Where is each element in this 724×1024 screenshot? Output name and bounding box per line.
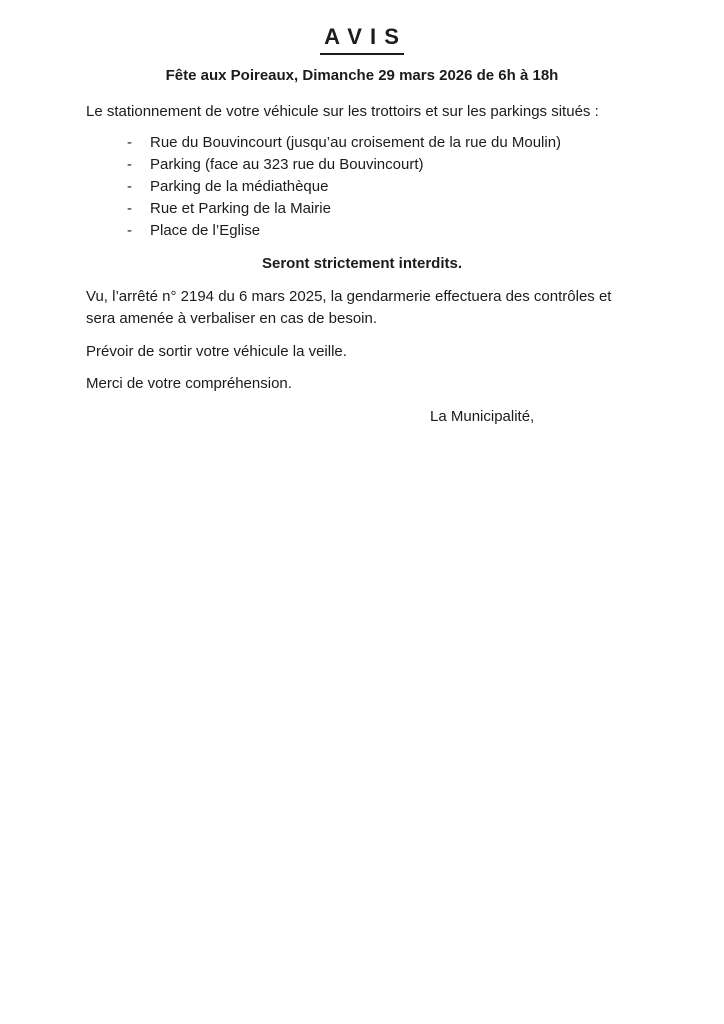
- title-container: [86, 24, 638, 55]
- dash-bullet: -: [127, 134, 132, 151]
- list-item-text: Place de l’Eglise: [150, 222, 261, 239]
- dash-bullet: -: [127, 222, 132, 239]
- interdiction-statement: Seront strictement interdits.: [261, 255, 463, 272]
- list-item-text: Parking de la médiathèque: [150, 178, 329, 195]
- advice-paragraph: Prévoir de sortir votre véhicule la veille.: [86, 343, 347, 360]
- event-subtitle: Fête aux Poireaux, Dimanche 29 mars 2026 de 6h à 18h: [165, 67, 559, 84]
- list-item: [86, 176, 638, 198]
- list-item: [86, 198, 638, 220]
- dash-bullet: -: [127, 200, 132, 217]
- dash-bullet: -: [127, 156, 132, 173]
- locations-list: [86, 132, 638, 242]
- list-item-text: Rue et Parking de la Mairie: [150, 200, 331, 217]
- signature-line: La Municipalité,: [430, 408, 535, 425]
- list-item-text: Parking (face au 323 rue du Bouvincourt): [150, 156, 424, 173]
- list-item: [86, 132, 638, 154]
- list-item: [86, 154, 638, 176]
- thanks-paragraph: Merci de votre compréhension.: [86, 375, 292, 392]
- decree-paragraph: Vu, l’arrêté n° 2194 du 6 mars 2025, la gendarmerie effectuera des contrôles et sera amenée à verbaliser en cas de besoin.: [86, 288, 612, 327]
- intro-paragraph: Le stationnement de votre véhicule sur les trottoirs et sur les parkings situés :: [86, 103, 599, 120]
- dash-bullet: -: [127, 178, 132, 195]
- list-item: [86, 220, 638, 242]
- page-title: A V I S: [320, 24, 404, 55]
- list-item-text: Rue du Bouvincourt (jusqu’au croisement de la rue du Moulin): [150, 134, 562, 151]
